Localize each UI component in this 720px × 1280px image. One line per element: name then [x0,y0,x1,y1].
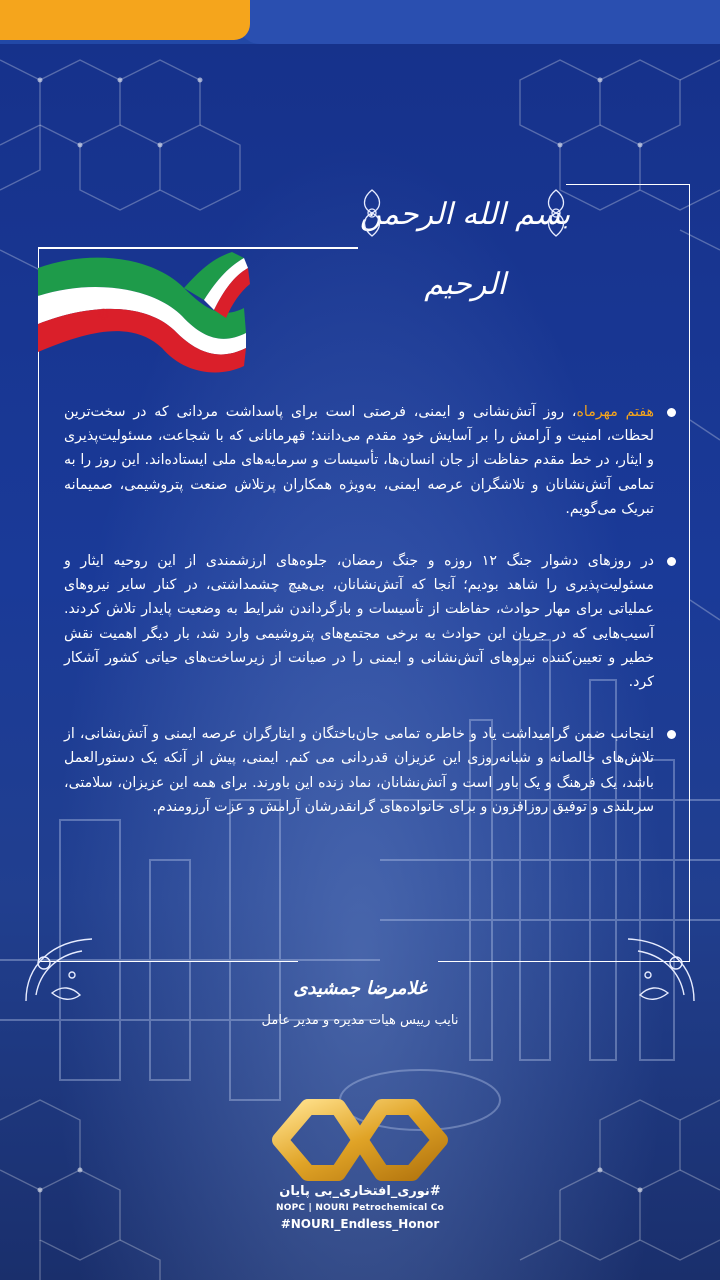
paragraph-3 [64,722,676,819]
signature-block [0,978,720,1028]
highlight-date: هفتم مهرماه [576,404,654,420]
message-body [64,400,676,847]
iran-flag-ribbon-icon [34,248,254,378]
paragraph-1 [64,400,676,521]
nouri-infinity-logo-icon [260,1095,460,1185]
paragraph-text: ، روز آتش‌نشانی و ایمنی، فرصتی است برای پاسداشت مردانی که در سخت‌ترین لحظات، امنیت و آرامش را بر آسایش خود مقدم می‌دانند؛ قهرمانانی که با شجاعت، مسئولیت‌پذیری و ایثار، در خط مقدم حفاظت از جان انسان‌ها، تأسیسات و سرمایه‌های ملی ایستاده‌اند. این روز را به تمامی آتش‌نشانان و تلاشگران عرصه ایمنی، به‌ویژه همکاران پرتلاش صنعت پتروشیمی، صمیمانه تبریک می‌گویم. [64,404,654,517]
signature-name: غلامرضا جمشیدی [293,978,427,999]
signature-title: نایب رییس هیات مدیره و مدیر عامل [261,1013,459,1028]
basmala-calligraphy: بسم الله الرحمن الرحیم [359,197,571,302]
svg-text:☫: ☫ [96,305,111,324]
top-bar-dark-tab [238,0,720,44]
paragraph-text: در روزهای دشوار جنگ ۱۲ روزه و جنگ رمضان، جلوه‌های ارزشمندی از این روحیه ایثار و مسئولیت‌پذیری را شاهد بودیم؛ آنجا که آتش‌نشانان، بی‌هیچ چشمداشتی، در کنار سایر نیروهای عملیاتی برای مهار حوادث، حفاظت از تأسیسات و بازگرداندن شرایط به وضعیت پایدار تلاش کردند. آسیب‌هایی که در جریان این حوادث به برخی مجتمع‌های پتروشیمی وارد شد، بار دیگر اهمیت نقش خطیر و تعیین‌کننده نیروهای آتش‌نشانی و ایمنی را در صیانت از زیرساخت‌های حیاتی کشور آشکار کرد. [64,553,654,691]
top-bar-accent-tab [0,0,250,40]
paragraph-2 [64,549,676,694]
hashtag-english: #NOURI_Endless_Honor [280,1217,440,1231]
hashtag-persian: #نوری_افتخاری_بی پایان [279,1184,441,1199]
company-name: NOPC | NOURI Petrochemical Co [276,1203,444,1213]
paragraph-text: اینجانب ضمن گرامیداشت یاد و خاطره تمامی جان‌باختگان و ایثارگران عرصه ایمنی و آتش‌نشانی، از تلاش‌های خالصانه و شبانه‌روزی این عزیزان قدردانی می کنم. ایمنی، پیش از آنکه یک دستورالعمل باشد، یک فرهنگ و یک باور است و آتش‌نشانان، نماد زنده این باورند. برای همه این عزیزان، سلامتی، سربلندی و توفیق روزافزون و برای خانواده‌های گرانقدرشان آرامش و عزت آرزومندم. [64,726,654,815]
